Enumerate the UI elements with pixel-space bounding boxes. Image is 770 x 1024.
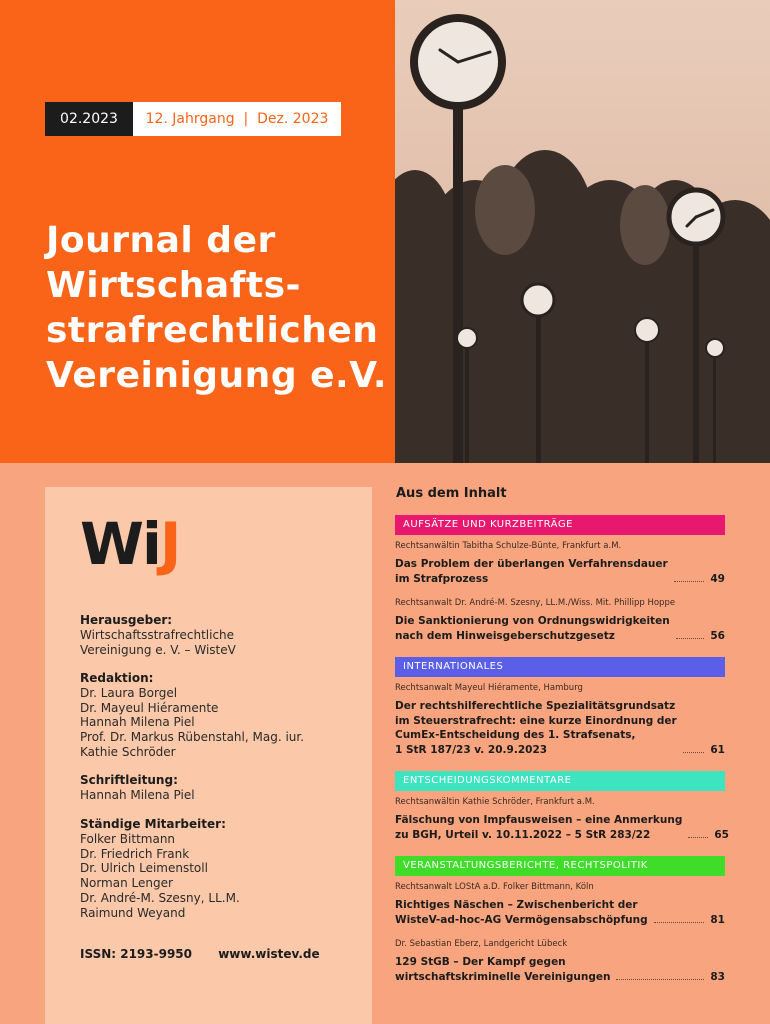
cover-photo-clocks [395, 0, 770, 463]
contributor-name: Norman Lenger [80, 876, 173, 891]
toc-heading: Aus dem Inhalt [396, 486, 507, 501]
toc-title-line: Richtiges Näschen – Zwischenbericht der [395, 899, 638, 911]
logo-j: J [159, 510, 180, 578]
toc-title-line: Fälschung von Impfausweisen – eine Anmerkung [395, 814, 683, 826]
editorial-label: Redaktion: [80, 671, 154, 685]
toc-author: Rechtsanwältin Kathie Schröder, Frankfurt a.M. [395, 797, 595, 807]
section-bar-decisions: ENTSCHEIDUNGSKOMMENTARE [395, 771, 725, 791]
contributor-name: Dr. Ulrich Leimenstoll [80, 861, 208, 876]
contributor-name: Raimund Weyand [80, 905, 186, 920]
issue-badge: 02.2023 [45, 102, 133, 136]
toc-leader [616, 979, 704, 980]
toc-title-line: WisteV-ad-hoc-AG Vermögensabschöpfung [395, 913, 648, 926]
toc-leader [674, 581, 705, 582]
toc-title-line: Das Problem der überlangen Verfahrensdauer [395, 558, 668, 570]
contributor-name: Folker Bittmann [80, 831, 176, 846]
toc-leader [654, 922, 705, 923]
toc-title-line: CumEx-Entscheidung des 1. Strafsenats, [395, 729, 636, 741]
toc-page: 81 [710, 913, 725, 926]
masthead-box [45, 487, 372, 1024]
toc-entry[interactable] [395, 598, 725, 643]
toc-title-line: zu BGH, Urteil v. 10.11.2022 – 5 StR 283/22 [395, 828, 651, 841]
wij-logo [80, 510, 180, 578]
toc-page: 61 [710, 743, 725, 756]
editor-name: Prof. Dr. Markus Rübenstahl, Mag. iur. [80, 730, 305, 745]
toc-title-line: im Steuerstrafrecht: eine kurze Einordnung der [395, 714, 677, 727]
management-label: Schriftleitung: [80, 773, 178, 787]
header-panel [0, 0, 395, 463]
toc-title-line: Der rechtshilferechtliche Spezialitätsgrundsatz [395, 700, 676, 712]
management-block [80, 773, 195, 803]
publisher-line: Wirtschaftsstrafrechtliche [80, 627, 235, 642]
toc-title-line: 1 StR 187/23 v. 20.9.2023 [395, 743, 548, 756]
journal-title-line: Vereinigung e.V. [46, 355, 388, 396]
contributor-name: Dr. Friedrich Frank [80, 846, 190, 861]
journal-title-line: strafrechtlichen [46, 310, 379, 351]
toc-entry[interactable] [395, 939, 725, 984]
issn: ISSN: 2193-9950 [80, 947, 193, 961]
toc-page: 56 [710, 629, 725, 642]
editor-name: Hannah Milena Piel [80, 715, 195, 730]
publisher-line: Vereinigung e. V. – WisteV [80, 642, 236, 657]
toc-leader [688, 837, 708, 838]
journal-title [46, 218, 386, 398]
toc-page: 83 [710, 970, 725, 983]
toc-author: Rechtsanwalt Dr. André-M. Szesny, LL.M./Wiss. Mit. Phillipp Hoppe [395, 598, 676, 608]
manager-name: Hannah Milena Piel [80, 787, 195, 802]
section-bar-articles: AUFSÄTZE UND KURZBEITRÄGE [395, 515, 725, 535]
toc-page: 49 [710, 572, 725, 585]
toc-title-line: im Strafprozess [395, 572, 489, 585]
toc-author: Rechtsanwalt Mayeul Hiéramente, Hamburg [395, 683, 583, 693]
publisher-label: Herausgeber: [80, 613, 173, 627]
toc-page: 65 [714, 828, 729, 841]
toc-leader [683, 752, 705, 753]
journal-title-line: Wirtschafts- [46, 265, 301, 306]
toc-entry[interactable] [395, 541, 725, 586]
contributors-block [80, 817, 240, 921]
toc-title-line: Die Sanktionierung von Ordnungswidrigkeiten [395, 615, 670, 627]
section-bar-events: VERANSTALTUNGSBERICHTE, RECHTSPOLITIK [395, 856, 725, 876]
footer-info [80, 947, 342, 961]
website-link[interactable]: www.wistev.de [218, 947, 320, 961]
volume-badge: 12. Jahrgang | Dez. 2023 [133, 102, 341, 136]
toc-entry[interactable] [395, 797, 729, 842]
contributor-name: Dr. André-M. Szesny, LL.M. [80, 890, 240, 905]
toc-title-line: 129 StGB – Der Kampf gegen [395, 956, 566, 968]
toc-title-line: nach dem Hinweisgeberschutzgesetz [395, 629, 615, 642]
toc-author: Dr. Sebastian Eberz, Landgericht Lübeck [395, 939, 568, 949]
toc-author: Rechtsanwältin Tabitha Schulze-Bünte, Frankfurt a.M. [395, 541, 622, 551]
toc-title-line: wirtschaftskriminelle Vereinigungen [395, 970, 611, 983]
editor-name: Dr. Mayeul Hiéramente [80, 700, 219, 715]
editor-name: Kathie Schröder [80, 744, 176, 759]
toc-entry[interactable] [395, 882, 725, 927]
table-of-contents [395, 486, 729, 996]
toc-leader [676, 638, 705, 639]
logo-wi: Wi [80, 510, 160, 578]
publisher-block [80, 613, 236, 657]
editor-name: Dr. Laura Borgel [80, 685, 178, 700]
clock-photo-illustration [395, 0, 770, 463]
toc-author: Rechtsanwalt LOStA a.D. Folker Bittmann, Köln [395, 882, 594, 892]
contributors-label: Ständige Mitarbeiter: [80, 817, 226, 831]
journal-title-line: Journal der [46, 220, 276, 261]
section-bar-international: INTERNATIONALES [395, 657, 725, 677]
toc-entry[interactable] [395, 683, 725, 757]
editorial-block [80, 671, 304, 760]
